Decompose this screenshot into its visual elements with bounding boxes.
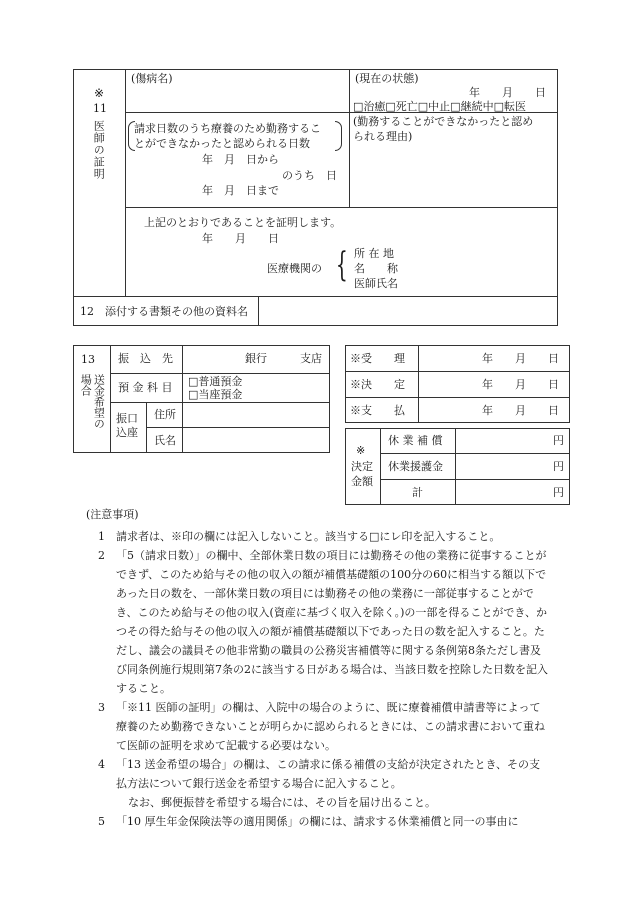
to-date: 年 月 日まで xyxy=(202,184,279,197)
paid-date: 年 月 日 xyxy=(482,404,559,417)
note-item-2 xyxy=(90,546,550,698)
decision-mark: ※ xyxy=(356,444,366,457)
note-number: 1 xyxy=(98,530,105,543)
attachments-label: 12 添付する書類その他の資料名 xyxy=(80,305,248,318)
note-text: 「5（請求日数）」の欄中、全部休業日数の項目には勤務その他の業務に従事することができず、このため給与その他の収入の額が補償基礎額の100分の60に相当する額以下であった日の数を、一部休業日数の項目には勤務その他の業務に一部従事することができ、このため給与その他の収入(資産に基づく収入を除く。)の一部を得ることができ、かつその得た給与その他の収入の額が補償基礎額以下であった日の数を記入すること。ただし、議会の議員その他非常勤の職員の公務災害補償等に関する条例第8条ただし書及び同条例施行規則第7条の2に該当する日がある場合は、当該日数を控除した日数を記入すること。 xyxy=(116,549,548,695)
bank-branch-field[interactable]: 銀行 支店 xyxy=(245,352,322,365)
section-13-title: 送金希望の場合 xyxy=(79,374,106,429)
note-text: 「※11 医師の証明」の欄は、入院中の場合のように、既に療養補償申請書等によって療養のため勤務できないことが明らかに認められるときには、この請求書において重ねて医師の証明を求めて記載する必要はない。 xyxy=(116,701,545,752)
divider xyxy=(380,428,381,505)
institution-brace: { xyxy=(335,245,348,285)
ordinary-deposit-option[interactable]: □普通預金 xyxy=(188,375,243,388)
divider xyxy=(258,296,259,326)
divider xyxy=(146,427,330,428)
divider xyxy=(455,428,456,505)
certify-date: 年 月 日 xyxy=(202,232,279,245)
divider xyxy=(125,69,126,297)
medical-institution-label: 医療機関の xyxy=(267,262,322,275)
of-which-days: のうち 日 xyxy=(282,169,337,182)
days-description-line2: とができなかったと認められる日数 xyxy=(134,137,310,150)
note-item-1 xyxy=(90,527,550,546)
divider xyxy=(345,397,570,398)
reason-label-line2: られる理由) xyxy=(353,130,413,143)
account-address-label: 住所 xyxy=(154,408,176,421)
received-label: ※受 理 xyxy=(350,352,405,365)
note-item-5 xyxy=(90,812,550,831)
divider xyxy=(380,453,570,454)
institution-name-label: 名 称 xyxy=(354,262,398,275)
divider xyxy=(349,69,350,207)
certify-statement: 上記のとおりであることを証明します。 xyxy=(144,216,342,229)
note-number: 2 xyxy=(98,549,105,562)
divider xyxy=(380,479,570,480)
institution-address-label: 所 在 地 xyxy=(354,247,394,260)
account-name-label: 氏名 xyxy=(154,434,176,447)
divider xyxy=(110,402,330,403)
decision-amount-section xyxy=(345,428,570,505)
days-description-line1: 請求日数のうち療養のため勤務するこ xyxy=(134,122,321,135)
transfer-account-label: 振口 込座 xyxy=(116,412,138,439)
divider xyxy=(110,345,111,453)
status-date: 年 月 日 xyxy=(469,86,546,99)
note-text: 「10 厚生年金保険法等の適用関係」の欄には、請求する休業補償と同一の事由に xyxy=(116,815,519,828)
divider xyxy=(345,371,570,372)
note-number: 3 xyxy=(98,701,105,714)
note-item-3 xyxy=(90,698,550,755)
note-text: 請求者は、※印の欄には記入しないこと。該当する□にレ印を記入すること。 xyxy=(116,530,501,543)
leave-support-label: 休業援護金 xyxy=(388,460,443,473)
leave-compensation-label: 休 業 補 償 xyxy=(388,434,443,447)
reason-label-line1: (勤務することができなかったと認め xyxy=(353,115,534,128)
section-11-mark: ※ xyxy=(94,86,105,100)
notes-list xyxy=(90,527,550,831)
section-13-number: 13 xyxy=(81,353,95,366)
account-type-label: 預 金 科 目 xyxy=(118,381,173,394)
divider xyxy=(110,373,330,374)
status-options[interactable]: □治癒□死亡□中止□継続中□転医 xyxy=(353,100,526,113)
note-number: 5 xyxy=(98,815,105,828)
from-date: 年 月 日から xyxy=(202,153,279,166)
bank-label: 振 込 先 xyxy=(118,352,173,365)
note-number: 4 xyxy=(98,758,105,771)
total-label: 計 xyxy=(412,486,423,499)
received-date: 年 月 日 xyxy=(482,352,559,365)
decision-title-line2: 金額 xyxy=(351,475,373,488)
section-11-title: 医師の証明 xyxy=(92,120,106,180)
doctor-name-label: 医師氏名 xyxy=(354,277,398,290)
notes-heading: (注意事項) xyxy=(86,508,139,521)
note-item-4-supplement: なお、郵便振替を希望する場合には、その旨を届け出ること。 xyxy=(128,796,436,809)
leave-compensation-unit: 円 xyxy=(553,434,564,447)
leave-support-unit: 円 xyxy=(553,460,564,473)
divider xyxy=(182,345,183,453)
current-deposit-option[interactable]: □当座預金 xyxy=(188,388,243,401)
divider xyxy=(418,345,419,423)
paid-label: ※支 払 xyxy=(350,404,405,417)
disease-name-label: (傷病名) xyxy=(131,72,173,85)
decided-label: ※決 定 xyxy=(350,378,405,391)
current-status-label: (現在の状態) xyxy=(355,72,419,85)
total-unit: 円 xyxy=(553,486,564,499)
section-11-number: 11 xyxy=(93,102,107,115)
decided-date: 年 月 日 xyxy=(482,378,559,391)
note-text: 「13 送金希望の場合」の欄は、この請求に係る補償の支給が決定されたとき、その支払方法について銀行送金を希望する場合に記入すること。 xyxy=(116,758,541,790)
days-bracket-right xyxy=(335,121,342,151)
divider xyxy=(125,207,558,208)
note-item-4 xyxy=(90,755,550,793)
decision-title-line1: 決定 xyxy=(351,460,373,473)
